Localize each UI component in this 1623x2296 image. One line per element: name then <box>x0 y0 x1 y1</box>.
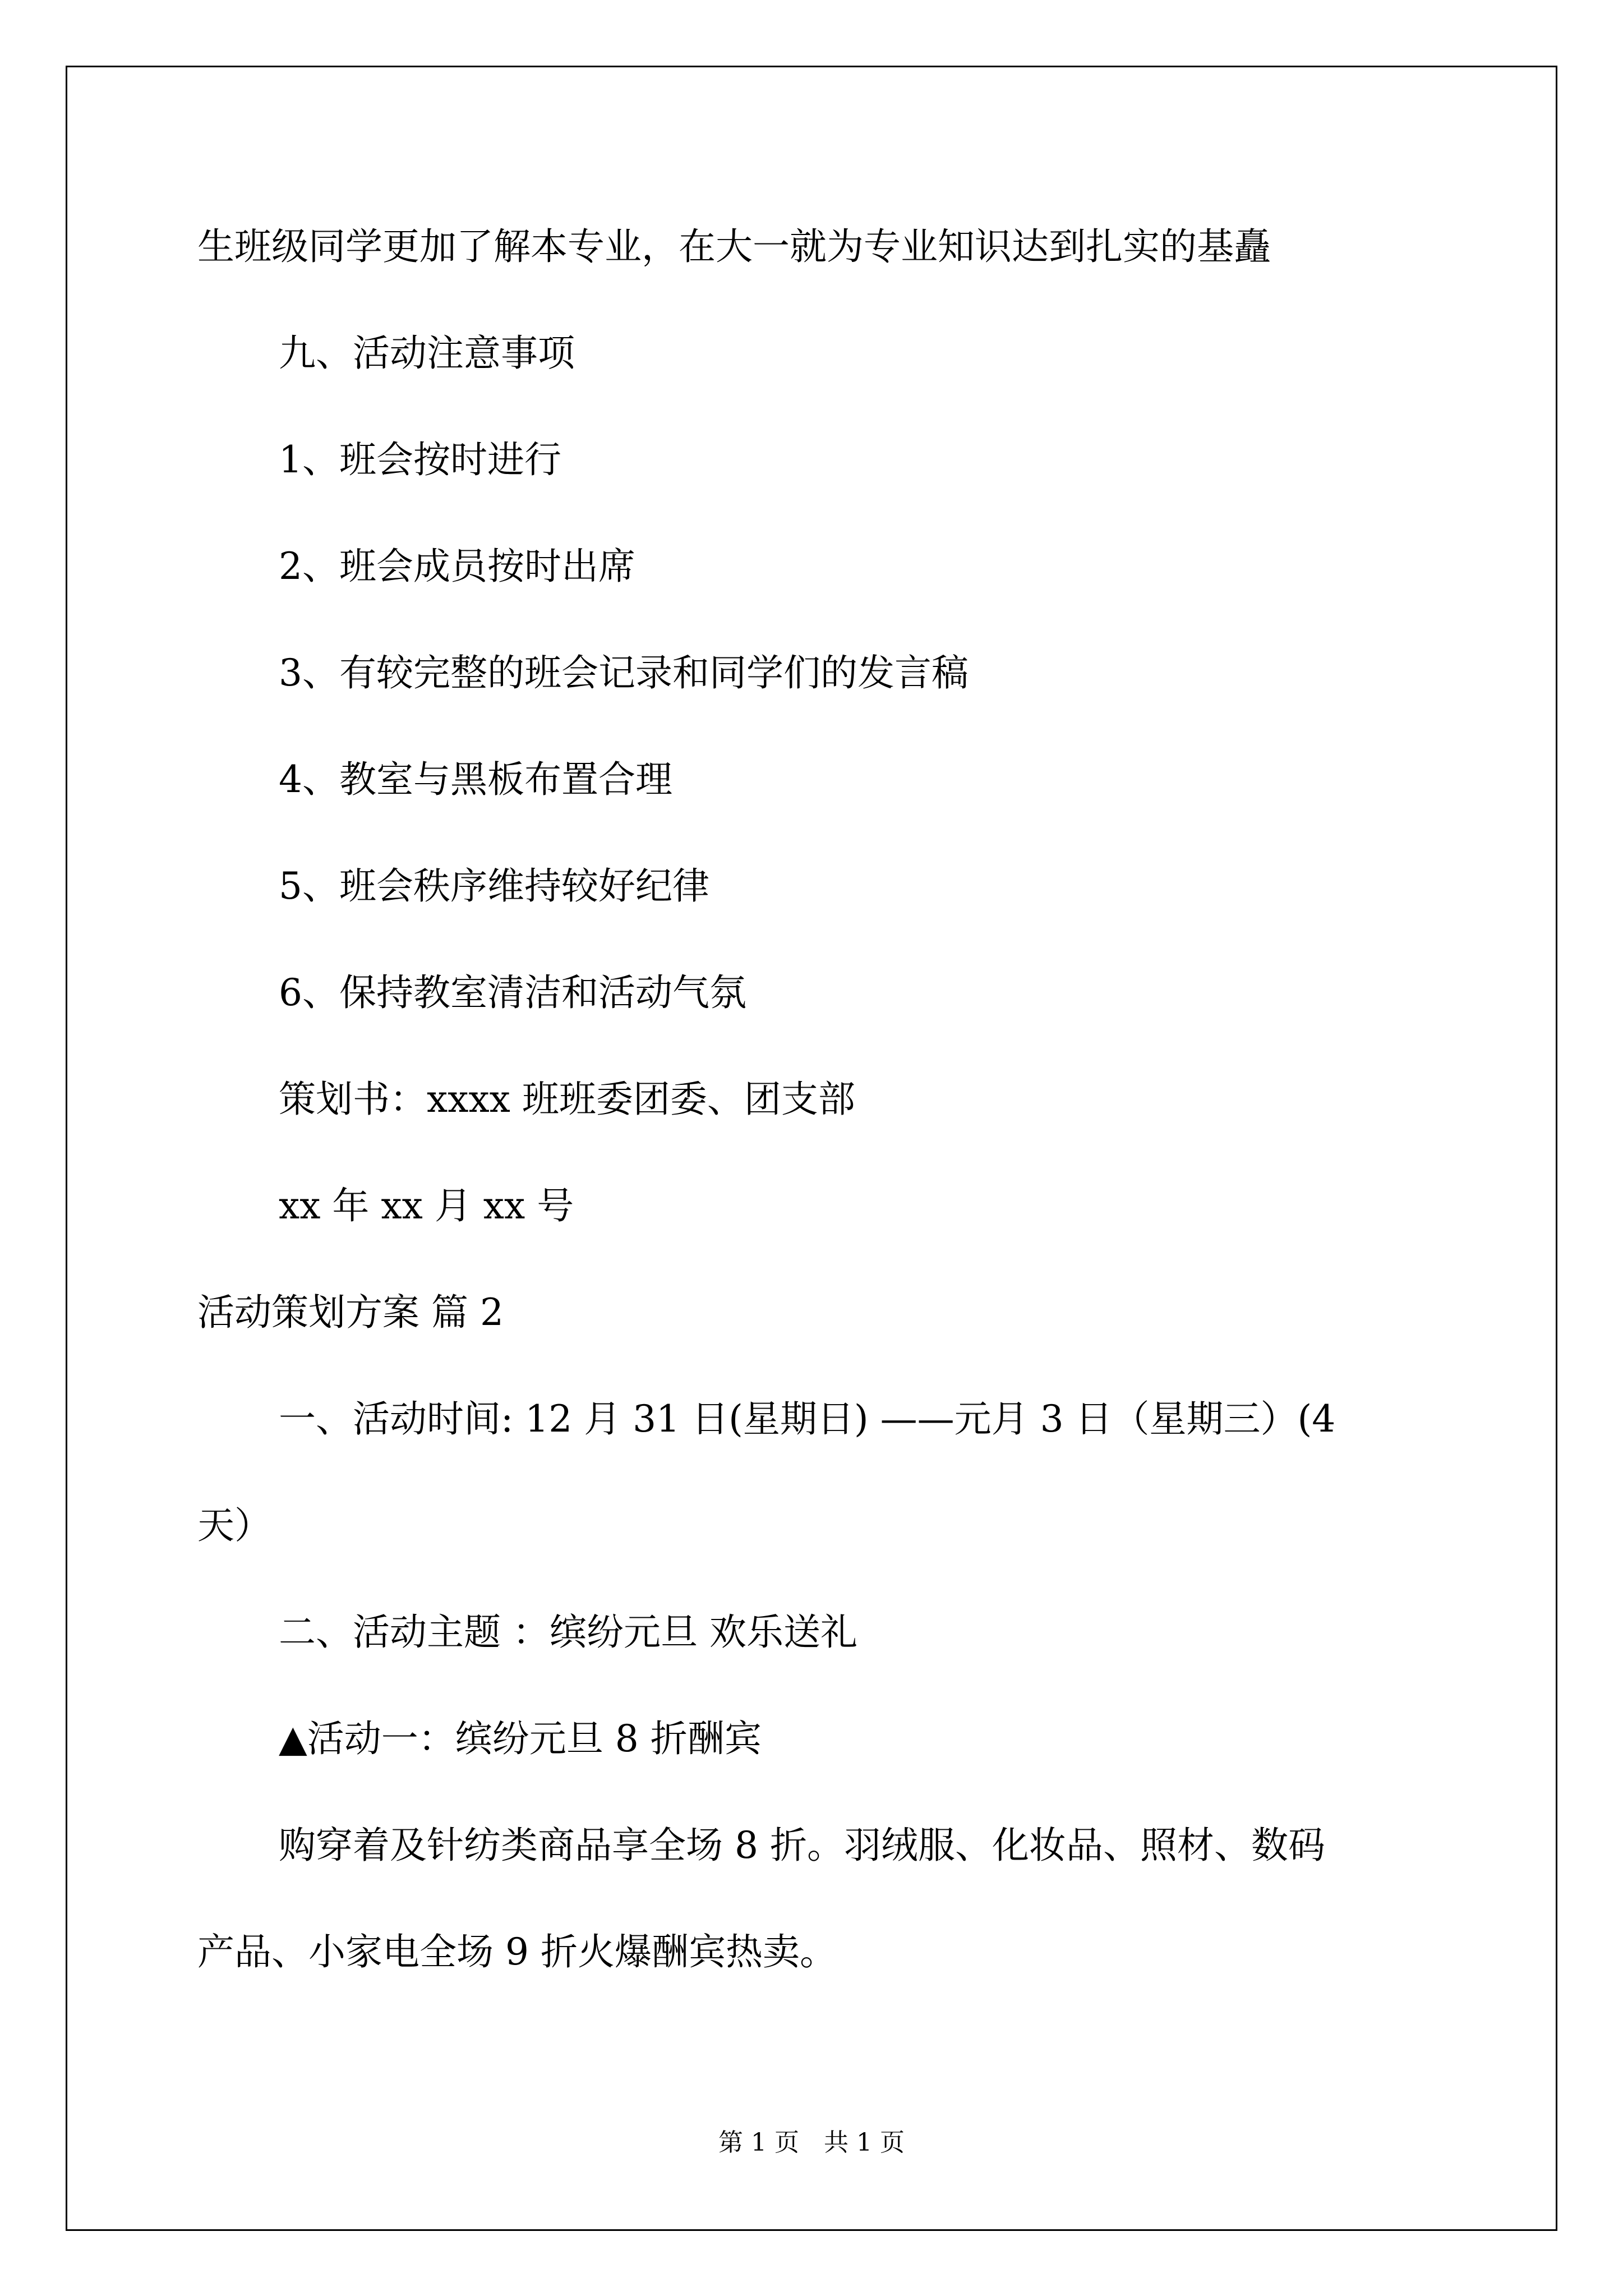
page-footer: 第 1 页 共 1 页 <box>718 2128 905 2157</box>
text-line: 生班级同学更加了解本专业，在大一就为专业知识达到扎实的基矗 <box>197 225 1271 268</box>
signature-line: 策划书：xxxx 班班委团委、团支部 <box>279 1078 855 1121</box>
list-item: 4、教室与黑板布置合理 <box>279 758 672 801</box>
list-item: 5、班会秩序维持较好纪律 <box>279 864 709 908</box>
text-line: 产品、小家电全场 9 折火爆酬宾热卖。 <box>197 1930 837 1973</box>
text-line: 一、活动时间: 12 月 31 日(星期日) ——元月 3 日（星期三）(4 <box>279 1397 1336 1441</box>
chapter-title: 活动策划方案 篇 2 <box>197 1291 504 1334</box>
page-border <box>66 66 1557 2231</box>
text-line: 购穿着及针纺类商品享全场 8 折。羽绒服、化妆品、照材、数码 <box>279 1824 1325 1867</box>
text-line: ▲活动一：缤纷元旦 8 折酬宾 <box>279 1717 762 1760</box>
list-item: 3、有较完整的班会记录和同学们的发言稿 <box>279 651 969 694</box>
text-line: 二、活动主题 ：缤纷元旦 欢乐送礼 <box>279 1611 857 1654</box>
list-item: 2、班会成员按时出席 <box>279 545 635 588</box>
list-item: 6、保持教室清洁和活动气氛 <box>279 971 746 1014</box>
section-heading: 九、活动注意事项 <box>279 332 575 375</box>
date-line: xx 年 xx 月 xx 号 <box>279 1184 574 1227</box>
list-item: 1、班会按时进行 <box>279 438 561 481</box>
text-line: 天） <box>197 1504 271 1547</box>
